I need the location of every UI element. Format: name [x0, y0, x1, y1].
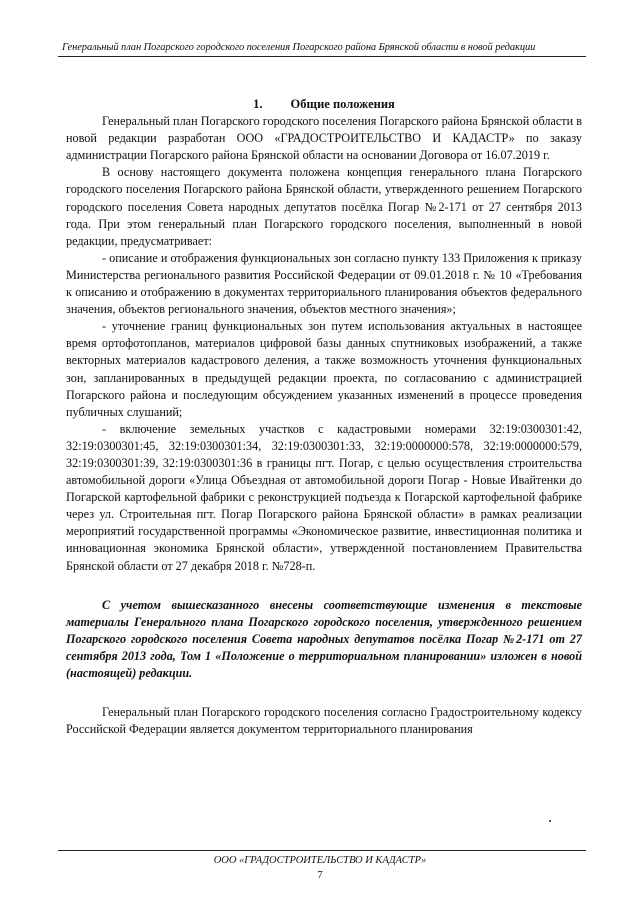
section-title: Общие положения	[290, 97, 395, 111]
document-body	[66, 96, 582, 738]
emphasis-paragraph: С учетом вышесказанного внесены соответствующие изменения в текстовые материалы Генерального плана Погарского городского поселения, утвержденного решением Погарского городского поселения Совета народных депутатов посёлка Погар №2-171 от 27 сентября 2013 года, Том 1 «Положение о территориальном планировании» изложен в новой (настоящей) редакции.	[66, 597, 582, 680]
footer-divider	[58, 850, 586, 851]
list-item-zones-description: - описание и отображения функциональных зон согласно пункту 133 Приложения к приказу Министерства регионального развития Российской Федерации от 09.01.2018 г. № 10 «Требования к описанию и отображению в документах территориального планирования объектов федерального значения, объектов регионального значения, объектов местного значения»;	[66, 250, 582, 317]
footer-organization: ООО «ГРАДОСТРОИТЕЛЬСТВО И КАДАСТР»	[213, 855, 427, 866]
page-number: 7	[317, 869, 323, 881]
header-divider	[58, 56, 586, 57]
running-header: Генеральный план Погарского городского поселения Погарского района Брянской области в новой редакции	[62, 42, 536, 53]
section-number: 1.	[253, 97, 263, 111]
section-heading	[66, 96, 582, 113]
list-item-zones-clarification: - уточнение границ функциональных зон путем использования актуальных в настоящее время ортофотопланов, материалов цифровой базы данных спутниковых изображений, а также векторных материалов кадастрового деления, а также возможность уточнения функциональных зон, запланированных в предыдущей редакции проекта, по согласованию с администрацией Погарского района и последующим обсуждением указанных изменений в процессе проведения публичных слушаний;	[66, 319, 582, 419]
paragraph-basis: В основу настоящего документа положена концепция генерального плана Погарского городского поселения Погарского района Брянской области, утвержденного решением Погарского городского поселения Совета народных депутатов посёлка Погар №2-171 от 27 сентября 2013 года. При этом генеральный план Погарского городского поселения, выполненный в новой редакции, предусматривает:	[66, 165, 582, 248]
scan-speck	[549, 820, 551, 822]
closing-paragraph: Генеральный план Погарского городского поселения согласно Градостроительному кодексу Российской Федерации является документом территориального планирования	[66, 705, 582, 737]
paragraph-intro: Генеральный план Погарского городского поселения Погарского района Брянской области в новой редакции разработан ООО «ГРАДОСТРОИТЕЛЬСТВО И КАДАСТР» по заказу администрации Погарского района Брянской области на основании Договора от 16.07.2019 г.	[66, 114, 582, 163]
list-item-land-plots: - включение земельных участков с кадастровыми номерами 32:19:0300301:42, 32:19:0300301:45, 32:19:0300301:34, 32:19:0300301:33, 32:19:0000000:578, 32:19:0000000:579, 32:19:0300301:39, 32:19:0300301:36 в границы пгт. Погар, с целью осуществления строительства автомобильной дороги «Улица Объездная от автомобильной дороги Погар - Новые Ивайтенки до Погарской картофельной фабрики с реконструкцией подъезда к Погарской картофельной фабрике через ул. Строительная пгт. Погар Погарского района Брянской области» в рамках реализации мероприятий государственной программы «Экономическое развитие, инвестиционная политика и инновационная экономика Брянской области», утвержденной постановлением Правительства Брянской области от 27 декабря 2018 г. №728-п.	[66, 421, 582, 573]
